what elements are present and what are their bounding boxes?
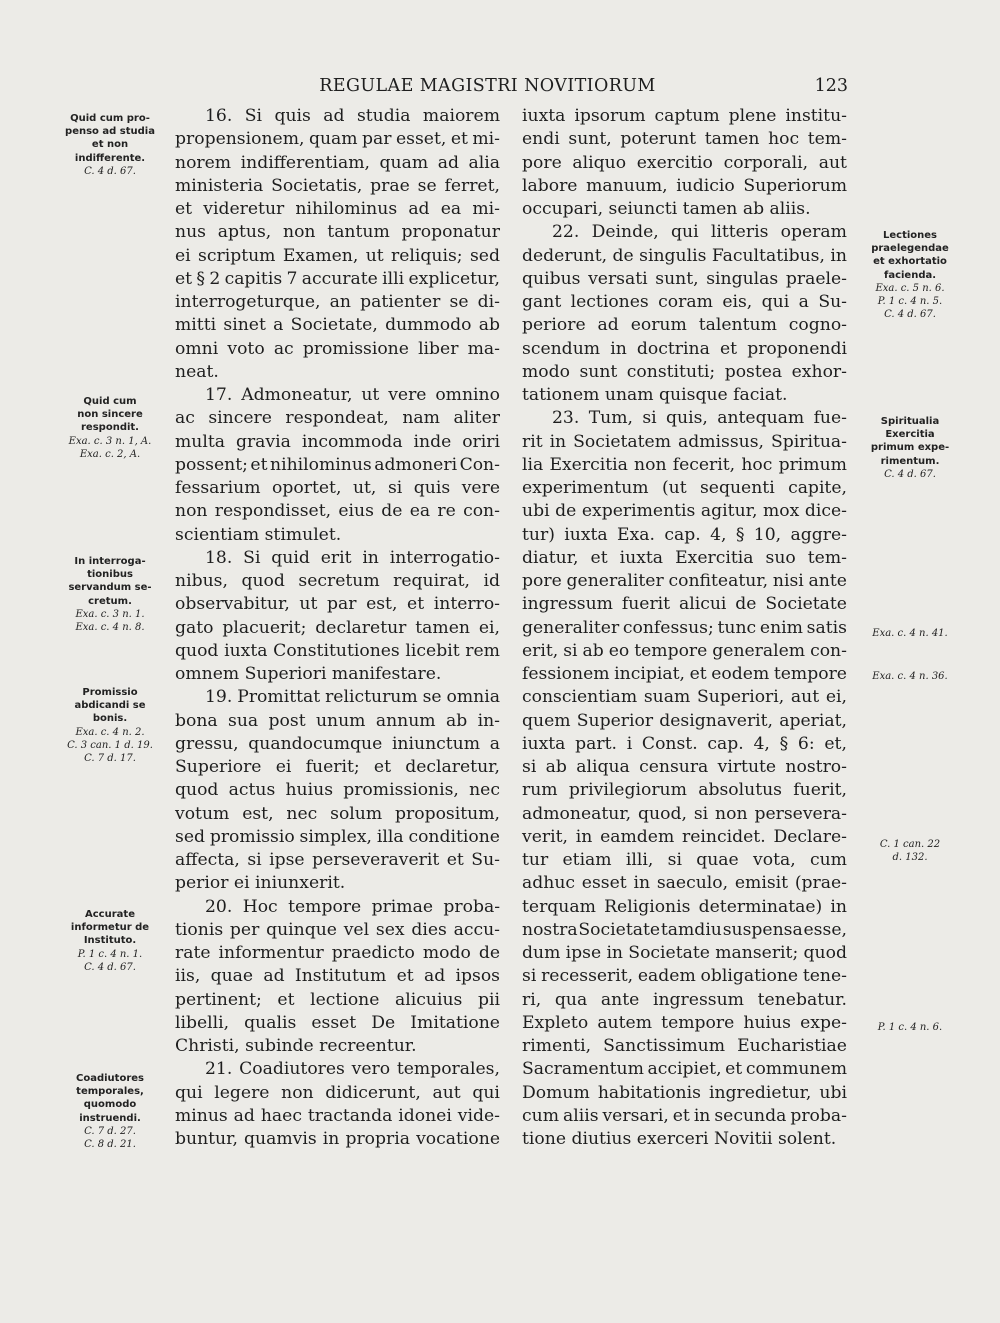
margin-note-title-line: In interroga- <box>74 556 146 567</box>
text-line: rate informentur praedicto modo de <box>175 943 500 963</box>
text-line: iis, quae ad Institutum et ad ipsos <box>175 966 500 987</box>
text-line: Sacramentum accipiet, et communem <box>522 1059 847 1080</box>
margin-note-right <box>855 1021 965 1034</box>
text-line: votum est, nec solum propositum, <box>175 803 500 824</box>
margin-note-reference: C. 3 can. 1 d. 19. <box>67 739 153 751</box>
text-line: verit, in eamdem reincidet. Declare- <box>522 826 847 847</box>
margin-note-right <box>855 229 965 321</box>
text-line: perior ei iniunxerit. <box>175 873 346 894</box>
text-line: lia Exercitia non fecerit, hoc primum <box>522 454 847 475</box>
margin-note-title-line: non sincere <box>77 409 143 421</box>
text-line: sed promissio simplex, illa conditione <box>175 826 500 847</box>
text-line: affecta, si ipse perseveraverit et Su- <box>175 850 500 870</box>
text-line: 22. Deinde, qui litteris operam <box>552 222 847 243</box>
text-line: neat. <box>175 361 219 382</box>
text-line: erit, si ab eo tempore generalem con- <box>522 640 847 661</box>
text-column-right <box>522 105 847 1151</box>
text-line: 21. Coadiutores vero temporales, <box>205 1059 500 1080</box>
text-line: ei scriptum Examen, ut reliquis; sed <box>175 245 500 266</box>
margin-note-right <box>855 627 965 640</box>
text-line: si ab aliqua censura virtute nostro- <box>522 757 847 777</box>
margin-note-title-line: abdicandi se <box>74 700 146 712</box>
margin-note-title-line: Quid cum pro- <box>70 113 150 124</box>
margin-note-reference: P. 1 c. 4 n. 5. <box>877 296 943 308</box>
text-line: bona sua post unum annum ab in- <box>175 710 500 731</box>
text-line: ingressum fuerit alicui de Societate <box>522 594 847 615</box>
text-line: quod iuxta Constitutiones licebit rem <box>175 640 500 661</box>
text-line: quem Superior designaverit, aperiat, <box>522 710 847 731</box>
text-line: rimenti, Sanctissimum Eucharistiae <box>522 1036 847 1056</box>
text-line: gato placuerit; declaretur tamen ei, <box>175 617 500 638</box>
text-line: cum aliis versari, et in secunda proba- <box>522 1105 847 1126</box>
text-line: qui legere non didicerunt, aut qui <box>175 1082 500 1103</box>
text-line: ubi de experimentis agitur, mox dice- <box>522 501 847 522</box>
text-line: gant lectiones coram eis, qui a Su- <box>522 292 847 312</box>
text-line: experimentum (ut sequenti capite, <box>522 478 847 498</box>
margin-note-title-line: quomodo <box>83 1099 137 1111</box>
margin-note-reference: P. 1 c. 4 n. 6. <box>877 1022 943 1033</box>
margin-note-title-line: facienda. <box>883 269 937 281</box>
margin-note-title-line: praelegendae <box>871 243 949 255</box>
text-line: scientiam stimulet. <box>175 524 342 545</box>
text-line: dederunt, de singulis Facultatibus, in <box>522 245 847 266</box>
margin-note-reference: Exa. c. 5 n. 6. <box>875 282 945 294</box>
text-line: nibus, quod secretum requirat, id <box>175 571 500 591</box>
margin-note-reference: Exa. c. 4 n. 8. <box>75 622 145 634</box>
margin-note-reference: C. 4 d. 67. <box>84 165 136 177</box>
text-line: tionis per quinque vel sex dies accu- <box>175 919 500 940</box>
text-line: iuxta part. i Const. cap. 4, § 6: et, <box>522 733 847 754</box>
text-line: ac sincere respondeat, nam aliter <box>175 408 500 429</box>
margin-note-reference: Exa. c. 4 n. 2. <box>75 726 145 738</box>
text-line: fessionem incipiat, et eodem tempore <box>522 664 847 684</box>
text-line: multa gravia incommoda inde oriri <box>175 431 500 452</box>
text-line: buntur, quamvis in propria vocatione <box>175 1129 500 1149</box>
text-line: omnem Superiori manifestare. <box>175 664 442 684</box>
text-line: occupari, seiuncti tamen ab aliis. <box>522 199 811 219</box>
bleed-through <box>858 125 968 138</box>
text-line: 23. Tum, si quis, antequam fue- <box>552 408 847 429</box>
margin-note-title-line: rimentum. <box>880 455 940 467</box>
margin-note-left <box>60 395 160 461</box>
text-line: 18. Si quid erit in interrogatio- <box>205 547 500 568</box>
margin-note-reference: d. 132. <box>892 852 928 864</box>
margin-note-reference: C. 8 d. 21. <box>84 1139 136 1151</box>
margin-note-title-line: indifferente. <box>74 152 146 164</box>
margin-note-reference: C. 4 d. 67. <box>884 468 936 480</box>
margin-note-reference: Exa. c. 2, A. <box>79 448 141 460</box>
margin-note-left <box>60 555 160 634</box>
text-line: et videretur nihilominus ad ea mi- <box>175 199 500 219</box>
margin-note-title-line: temporales, <box>76 1086 144 1098</box>
text-line: si recesserit, eadem obligatione tene- <box>522 966 847 987</box>
text-line: possent; et nihilominus admoneri Con- <box>175 454 500 475</box>
text-line: ministeria Societatis, prae se ferret, <box>175 175 500 196</box>
text-line: et § 2 capitis 7 accurate illi explicetur, <box>175 268 500 289</box>
margin-note-title-line: bonis. <box>92 713 128 725</box>
text-line: Domum habitationis ingredietur, ubi <box>522 1082 847 1103</box>
text-line: tur) iuxta Exa. cap. 4, § 10, aggre- <box>522 524 847 545</box>
margin-note-reference: C. 7 d. 27. <box>84 1125 136 1137</box>
text-line: modo sunt constituti; postea exhor- <box>522 361 847 382</box>
text-line: pore aliquo exercitio corporali, aut <box>522 152 847 173</box>
margin-note-left <box>60 1072 160 1151</box>
margin-note-reference: Exa. c. 3 n. 1, A. <box>68 435 152 447</box>
margin-note-title-line: penso ad studia <box>65 126 155 138</box>
margin-note-reference: C. 4 d. 67. <box>84 961 136 973</box>
margin-note-reference: C. 1 can. 22 <box>879 839 941 850</box>
text-line: gressu, quandocumque iniunctum a <box>175 733 500 754</box>
margin-note-title-line: Quid cum <box>83 396 137 407</box>
margin-note-reference: C. 4 d. 67. <box>884 309 936 321</box>
margin-note-title-line: et non <box>91 139 129 151</box>
margin-note-title-line: primum expe- <box>870 442 950 454</box>
text-line: fessarium oportet, ut, si quis vere <box>175 478 500 498</box>
text-line: 19. Promittat relicturum se omnia <box>205 687 500 708</box>
text-line: quibus versati sunt, singulas praele- <box>522 268 847 289</box>
margin-note-left <box>60 686 160 765</box>
text-line: quod actus huius promissionis, nec <box>175 780 500 801</box>
text-line: admoneatur, quod, si non persevera- <box>522 803 847 824</box>
text-line: Expleto autem tempore huius expe- <box>522 1012 847 1033</box>
margin-note-title-line: servandum se- <box>68 582 152 594</box>
text-column-left <box>175 105 500 1151</box>
text-line: omni voto ac promissione liber ma- <box>175 338 500 359</box>
margin-note-title-line: Lectiones <box>882 230 937 241</box>
margin-note-reference: Exa. c. 4 n. 41. <box>872 628 948 639</box>
text-line: generaliter confessus; tunc enim satis <box>522 617 847 638</box>
text-line: mitti sinet a Societate, dummodo ab <box>175 315 500 336</box>
text-line: norem indifferentiam, quam ad alia <box>175 152 500 173</box>
margin-note-title-line: cretum. <box>88 595 132 607</box>
text-line: adhuc esset in saeculo, emisit (prae- <box>522 873 847 894</box>
margin-note-title-line: Coadiutores <box>76 1073 144 1084</box>
text-line: Christi, subinde recreentur. <box>175 1036 417 1056</box>
margin-note-title-line: Accurate <box>85 909 135 920</box>
text-line: tione diutius exerceri Novitii solent. <box>522 1129 837 1149</box>
text-line: endi sunt, poterunt tamen hoc tem- <box>522 129 847 150</box>
margin-note-left <box>60 908 160 974</box>
text-line: scendum in doctrina et proponendi <box>522 338 847 359</box>
text-line: diatur, et iuxta Exercitia suo tem- <box>522 547 847 568</box>
margin-note-reference: Exa. c. 4 n. 36. <box>872 671 948 682</box>
text-line: pore generaliter confiteatur, nisi ante <box>522 571 847 591</box>
text-line: conscientiam suam Superiori, aut ei, <box>522 687 847 708</box>
text-line: nus aptus, non tantum proponatur <box>175 222 500 243</box>
margin-note-right <box>855 670 965 683</box>
margin-note-title-line: Instituto. <box>83 935 137 947</box>
text-line: dum ipse in Societate manserit; quod <box>522 943 847 963</box>
text-line: tationem unam quisque faciat. <box>522 385 788 405</box>
margin-note-left <box>60 112 160 178</box>
margin-note-title-line: Spiritualia <box>880 416 940 427</box>
text-line: terquam Religionis determinatae) in <box>522 896 847 917</box>
margin-note-title-line: informetur de <box>70 922 150 934</box>
margin-note-title-line: instruendi. <box>79 1112 141 1124</box>
margin-note-title-line: tionibus <box>87 569 133 581</box>
margin-note-title-line: et exhortatio <box>873 256 947 268</box>
text-line: propensionem, quam par esset, et mi- <box>175 129 500 150</box>
text-line: 17. Admoneatur, ut vere omnino <box>205 385 500 405</box>
text-line: ri, qua ante ingressum tenebatur. <box>522 989 847 1010</box>
margin-note-reference: P. 1 c. 4 n. 1. <box>77 948 143 960</box>
text-line: nostra Societate tamdiu suspensa esse, <box>522 919 847 940</box>
margin-note-reference: Exa. c. 3 n. 1. <box>75 608 145 620</box>
margin-note-reference: C. 7 d. 17. <box>84 753 136 765</box>
text-line: tur etiam illi, si quae vota, cum <box>522 850 847 870</box>
text-line: periore ad eorum talentum cogno- <box>522 315 847 336</box>
text-line: rum privilegiorum absolutus fuerit, <box>522 780 847 801</box>
margin-note-title-line: Exercitia <box>885 429 935 441</box>
margin-note-right <box>855 838 965 864</box>
text-line: pertinent; et lectione alicuius pii <box>175 989 500 1010</box>
running-head: REGULAE MAGISTRI NOVITIORUM <box>319 76 656 96</box>
text-line: labore manuum, iudicio Superiorum <box>522 175 847 196</box>
text-line: observabitur, ut par est, et interro- <box>175 594 500 615</box>
margin-note-title-line: Promissio <box>82 687 138 698</box>
text-line: Superiore ei fuerit; et declaretur, <box>175 757 500 777</box>
text-line: libelli, qualis esset De Imitatione <box>175 1012 500 1033</box>
text-line: 20. Hoc tempore primae proba- <box>205 896 500 917</box>
text-line: rit in Societatem admissus, Spiritua- <box>522 431 847 452</box>
margin-note-title-line: respondit. <box>81 422 139 434</box>
text-line: iuxta ipsorum captum plene institu- <box>522 106 847 126</box>
page-number: 123 <box>814 76 848 96</box>
text-line: minus ad haec tractanda idonei vide- <box>175 1105 500 1126</box>
text-line: interrogeturque, an patienter se di- <box>175 292 500 312</box>
text-line: 16. Si quis ad studia maiorem <box>205 106 500 126</box>
margin-note-right <box>855 415 965 481</box>
text-line: non respondisset, eius de ea re con- <box>175 501 500 522</box>
